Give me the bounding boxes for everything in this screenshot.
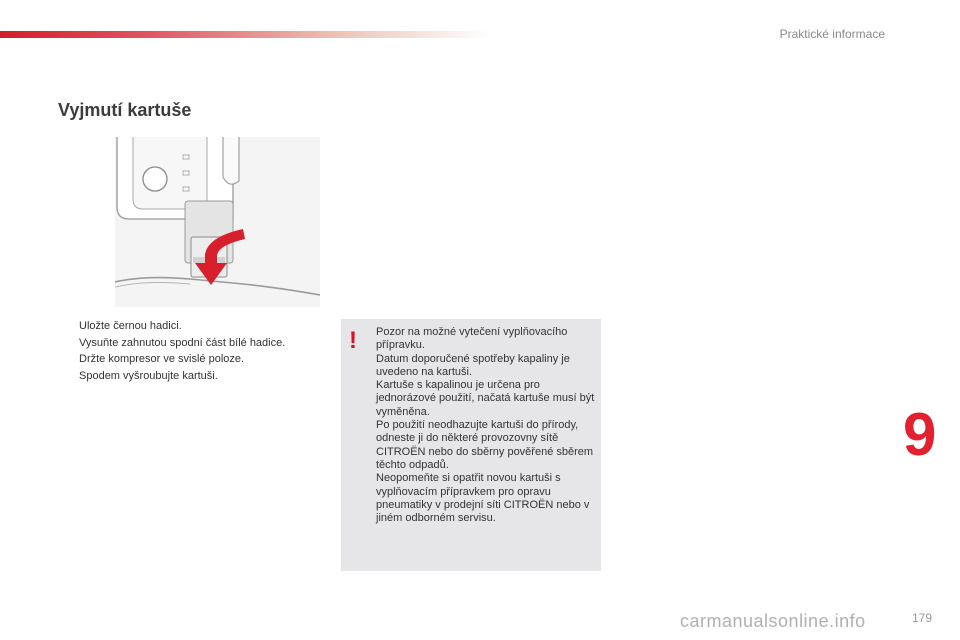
step-text: Spodem vyšroubujte kartuši.: [79, 369, 218, 382]
top-accent-bar: [0, 31, 490, 38]
page-number: 179: [912, 611, 933, 625]
page-title: Vyjmutí kartuše: [58, 100, 192, 120]
list-item: [60, 368, 285, 385]
warning-text: Pozor na možné vytečení vyplňovacího přípravku. Datum doporučené spotřeby kapaliny je uvedeno na kartuši. Kartuše s kapalinou je určena pro jednorázové použití, načatá kartuše musí být vyměněna. Po použití neodhazujte kartuši do přírody, odneste ji do některé provozovny sítě CITROËN nebo do sběrny pověřené sběrem těchto odpadů. Neopomeňte si opatřit novou kartuši s vyplňovacím přípravkem pro opravu pneumatiky v prodejní síti CITROËN nebo v jiném odborném servisu.: [376, 326, 595, 525]
step-text: Držte kompresor ve svislé poloze.: [79, 353, 245, 365]
list-item: [60, 335, 285, 352]
step-text: Uložte černou hadici.: [79, 320, 182, 332]
watermark: carmanualsonline.info: [680, 611, 866, 631]
list-item: [60, 318, 285, 335]
list-item: [60, 351, 285, 368]
chapter-number: 9: [903, 401, 937, 468]
instruction-steps: [60, 318, 285, 384]
warning-box: [341, 319, 601, 571]
section-header: Praktické informace: [779, 27, 885, 41]
cartridge-removal-illustration: [115, 137, 320, 307]
warning-icon: !: [349, 327, 357, 354]
step-text: Vysuňte zahnutou spodní část bílé hadice.: [79, 336, 286, 349]
